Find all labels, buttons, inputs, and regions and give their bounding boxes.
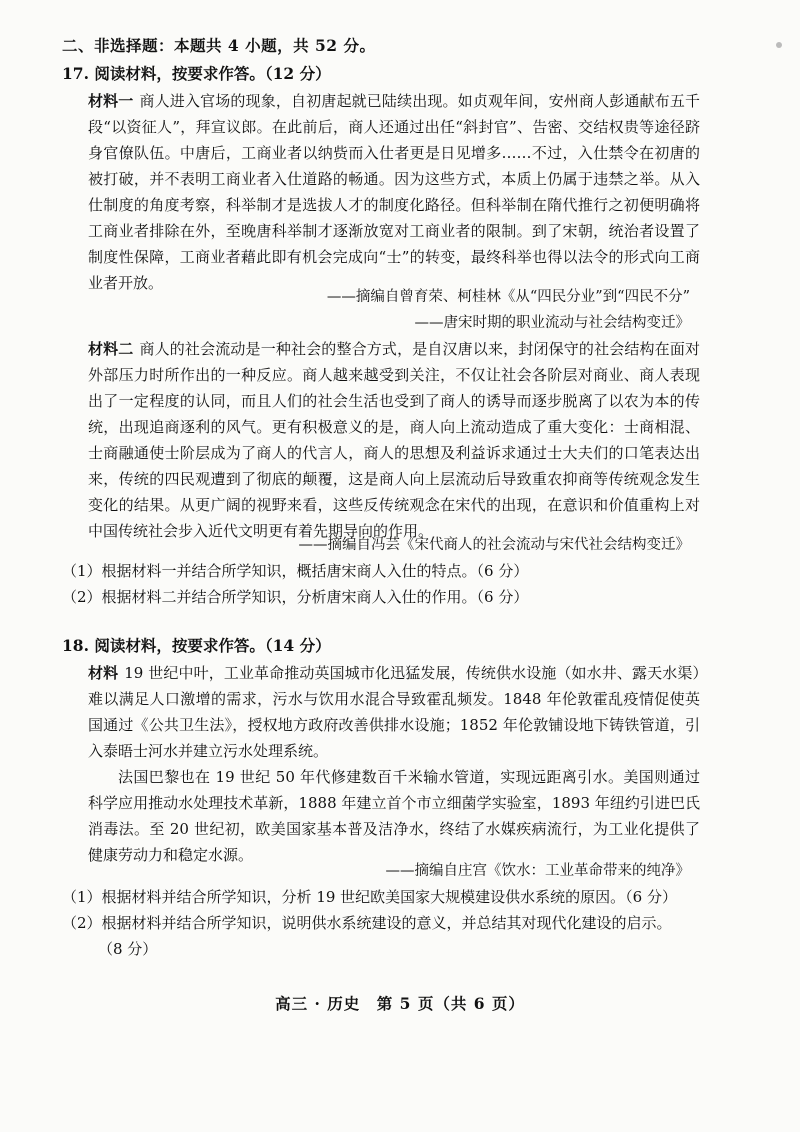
q17-subquestion-1: （1）根据材料一并结合所学知识，概括唐宋商人入仕的特点。（6 分） — [62, 562, 529, 580]
q18-subquestion-2-score: （8 分） — [98, 940, 158, 958]
material-1-text: 商人进入官场的现象，自初唐起就已陆续出现。如贞观年间，安州商人彭通献布五千段“以资征人”，拜宣议郎。在此前后，商人还通过出任“斜封官”、告密、交结权贵等途径跻身官僚队伍。中唐后，工商业者以纳赀而入仕者更是日见增多……不过，入仕禁令在初唐的被打破，并不表明工商业者入仕道路的畅通。因为这些方式，本质上仍属于违禁之举。从入仕制度的角度考察，科举制才是选拔人才的制度化路径。但科举制在隋代推行之初便明确将工商业者排除在外，至晚唐科举制才逐渐放宽对工商业者的限制。到了宋朝，统治者设置了制度性保障，工商业者藉此即有机会完成向“士”的转变，最终科举也得以法令的形式向工商业者开放。 — [88, 92, 700, 292]
q17-material-1-source-line2: ——唐宋时期的职业流动与社会结构变迁》 — [414, 315, 690, 331]
material-1-label: 材料一 — [88, 92, 134, 110]
q18-material-p2: 法国巴黎也在 19 世纪 50 年代修建数百千米输水管道，实现远距离引水。美国则通过科学应用推动水处理技术革新，1888 年建立首个市立细菌学实验室，1893 年纽约引进巴氏消毒法。至 20 世纪初，欧美国家基本普及洁净水，终结了水媒疾病流行，为工业化提供了健康劳动力和稳定水源。 — [88, 768, 700, 864]
q17-subquestion-2: （2）根据材料二并结合所学知识，分析唐宋商人入仕的作用。（6 分） — [62, 588, 529, 606]
question-17-heading: 17. 阅读材料，按要求作答。（12 分） — [62, 64, 331, 83]
q18-material-p1-text: 19 世纪中叶，工业革命推动英国城市化迅猛发展，传统供水设施（如水井、露天水渠）难以满足人口激增的需求，污水与饮用水混合导致霍乱频发。1848 年伦敦霍乱疫情促使英国通过《公共卫生法》，授权地方政府改善供排水设施；1852 年伦敦铺设地下铸铁管道，引入泰晤士河水并建立污水处理系统。 — [88, 664, 700, 760]
q18-material-p1 — [88, 660, 700, 764]
q17-material-1-source-line1: ——摘编自曾育荣、柯桂林《从“四民分业”到“四民不分” — [326, 289, 690, 305]
question-18-heading: 18. 阅读材料，按要求作答。（14 分） — [62, 636, 331, 655]
q17-material-2 — [88, 336, 700, 544]
material-2-text: 商人的社会流动是一种社会的整合方式，是自汉唐以来，封闭保守的社会结构在面对外部压力时所作出的一种反应。商人越来越受到关注，不仅让社会各阶层对商业、商人表现出了一定程度的认同，而且人们的社会生活也受到了商人的诱导而逐步脱离了以农为本的传统，出现追商逐利的风气。更有积极意义的是，商人向上流动造成了重大变化：士商相混、士商融通使士阶层成为了商人的代言人，商人的思想及利益诉求通过士大夫们的口笔表达出来，传统的四民观遭到了彻底的颠覆，这是商人向上层流动后导致重农抑商等传统观念发生变化的结果。从更广阔的视野来看，这些反传统观念在宋代的出现，在意识和价值重构上对中国传统社会步入近代文明更有着先期导向的作用。 — [88, 340, 700, 540]
section-title: 二、非选择题：本题共 4 小题，共 52 分。 — [62, 36, 376, 55]
scan-dot — [776, 42, 782, 48]
q17-material-2-source: ——摘编自冯芸《宋代商人的社会流动与宋代社会结构变迁》 — [298, 537, 690, 553]
q17-material-1 — [88, 88, 700, 296]
q18-subquestion-2: （2）根据材料并结合所学知识，说明供水系统建设的意义，并总结其对现代化建设的启示。 — [62, 914, 672, 932]
q18-material-source: ——摘编自庄宫《饮水：工业革命带来的纯净》 — [385, 863, 690, 879]
q18-subquestion-1: （1）根据材料并结合所学知识，分析 19 世纪欧美国家大规模建设供水系统的原因。（6 分） — [62, 888, 677, 906]
page-footer: 高三 · 历史 第 5 页（共 6 页） — [275, 994, 525, 1013]
q18-material-label: 材料 — [88, 664, 119, 682]
material-2-label: 材料二 — [88, 340, 134, 358]
